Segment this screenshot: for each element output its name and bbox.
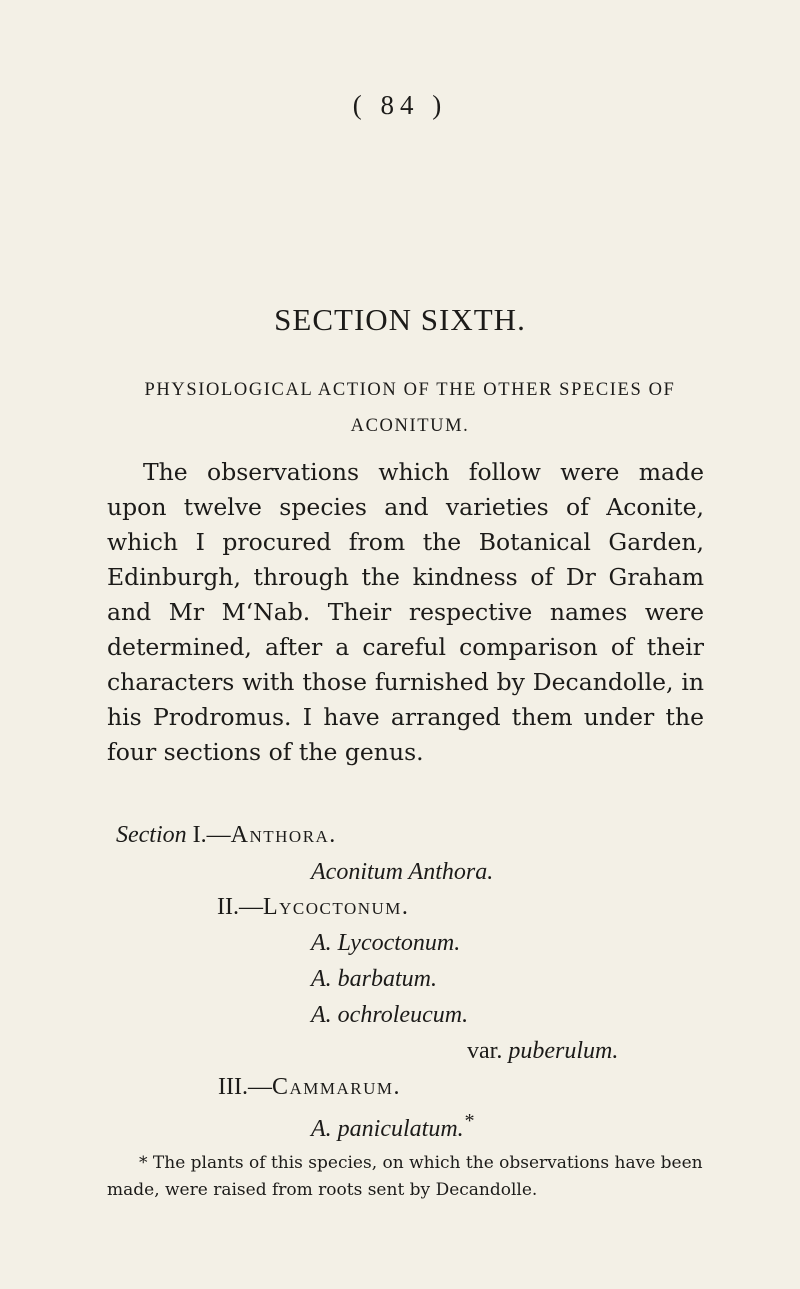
classification-section-1 (116, 822, 337, 849)
classification-section-2 (217, 894, 409, 921)
section-name: Anthora. (230, 822, 337, 848)
species-paniculatum (311, 1110, 474, 1143)
body-paragraph: The observations which follow were made upon twelve species and varieties of Aconite, which I procured from the Botanical Garden, Edinburgh, through the kindness of Dr Graham and Mr M‘Nab. Their respective names were determined, after a careful comparison of their characters with those furnished by Decandolle, in his Prodromus. I have arranged them under the four sections of the genus. (107, 458, 704, 766)
section-numeral: III.— (218, 1074, 272, 1100)
footnote-marker: * (463, 1110, 474, 1132)
species-barbatum: A. barbatum. (311, 966, 437, 992)
section-label: Section (116, 822, 187, 848)
variety-puberulum (467, 1038, 618, 1065)
footnote: * The plants of this species, on which the observations have been made, were raised from roots sent by Decandolle. (107, 1153, 703, 1200)
species-aconitum-anthora: Aconitum Anthora. (311, 859, 494, 885)
variety-name: puberulum. (508, 1038, 619, 1064)
section-title: SECTION SIXTH. (274, 302, 526, 337)
section-numeral: I.— (192, 822, 231, 848)
species-ochroleucum: A. ochroleucum. (311, 1002, 469, 1028)
variety-prefix: var. (467, 1038, 503, 1064)
section-name: Lycoctonum. (262, 894, 410, 920)
classification-section-3 (218, 1074, 401, 1101)
section-name: Cammarum. (271, 1074, 402, 1100)
species-name: A. paniculatum. (311, 1116, 464, 1142)
section-numeral: II.— (217, 894, 263, 920)
section-subtitle: PHYSIOLOGICAL ACTION OF THE OTHER SPECIES OF ACONITUM. (144, 380, 676, 436)
species-lycoctonum: A. Lycoctonum. (311, 930, 461, 956)
page-number: ( 84 ) (352, 90, 448, 120)
